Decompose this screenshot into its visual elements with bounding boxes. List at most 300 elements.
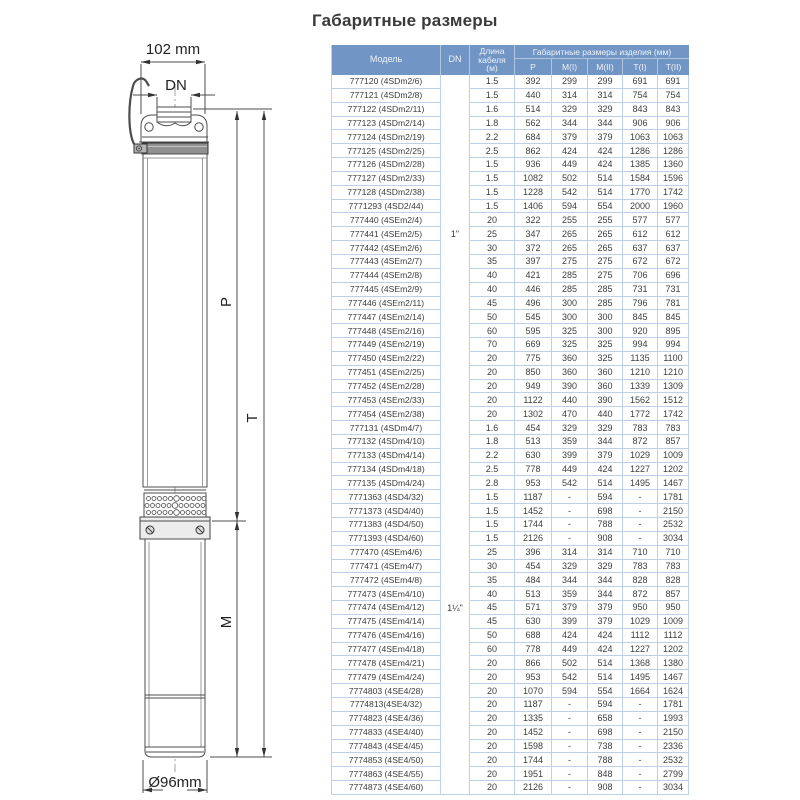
m2-cell: 360: [588, 366, 623, 380]
model-cell: 777135 (4SDm4/24): [331, 476, 441, 490]
model-cell: 7774853 (4SE4/50): [331, 753, 441, 767]
dn-cell: [441, 781, 470, 795]
m2-cell: 698: [588, 504, 623, 518]
t-dimension-label: T: [244, 413, 261, 423]
table-row: [331, 615, 689, 629]
table-row: [331, 504, 689, 518]
t2-cell: 857: [658, 435, 689, 449]
cable-length-cell: 2.2: [470, 449, 515, 463]
table-row: [331, 753, 689, 767]
t2-cell: 1100: [658, 352, 689, 366]
m2-cell: 314: [588, 89, 623, 103]
cable-length-cell: 1.5: [470, 200, 515, 214]
m1-cell: 285: [552, 283, 588, 297]
m2-cell: 594: [588, 490, 623, 504]
p-cell: 862: [515, 144, 552, 158]
dn-cell: [441, 338, 470, 352]
t2-cell: 1596: [658, 172, 689, 186]
m2-cell: 329: [588, 103, 623, 117]
dn-cell: [441, 490, 470, 504]
dn-cell: [441, 89, 470, 103]
model-cell: 777443 (4SEm2/7): [331, 255, 441, 269]
t1-cell: 1385: [623, 158, 658, 172]
table-row: [331, 352, 689, 366]
cable-length-cell: 40: [470, 587, 515, 601]
t2-cell: 2150: [658, 726, 689, 740]
dn-cell: [441, 407, 470, 421]
t1-cell: -: [623, 726, 658, 740]
m2-cell: 299: [588, 75, 623, 89]
t1-cell: 828: [623, 573, 658, 587]
cable-length-cell: 60: [470, 643, 515, 657]
cable-length-cell: 2.8: [470, 476, 515, 490]
m2-cell: 424: [588, 629, 623, 643]
t1-cell: 1029: [623, 449, 658, 463]
model-cell: 777122 (4SDm2/11): [331, 103, 441, 117]
cable-length-cell: 1.6: [470, 103, 515, 117]
t1-cell: 754: [623, 89, 658, 103]
model-cell: 777475 (4SEm4/14): [331, 615, 441, 629]
dn-cell: [441, 670, 470, 684]
t1-cell: -: [623, 518, 658, 532]
p-cell: 1406: [515, 200, 552, 214]
m2-cell: 424: [588, 643, 623, 657]
p-cell: 630: [515, 615, 552, 629]
model-cell: 777126 (4SDm2/28): [331, 158, 441, 172]
t2-cell: 1063: [658, 130, 689, 144]
cable-length-cell: 1.5: [470, 518, 515, 532]
dn-cell: [441, 255, 470, 269]
t1-cell: 612: [623, 227, 658, 241]
m1-cell: 379: [552, 130, 588, 144]
model-cell: 777125 (4SDm2/25): [331, 144, 441, 158]
m1-cell: 542: [552, 476, 588, 490]
table-row: [331, 324, 689, 338]
dn-cell: [441, 463, 470, 477]
t2-cell: 781: [658, 297, 689, 311]
t2-cell: 710: [658, 546, 689, 560]
p-cell: 936: [515, 158, 552, 172]
t1-cell: 906: [623, 117, 658, 131]
p-cell: 454: [515, 421, 552, 435]
m1-cell: -: [552, 740, 588, 754]
t2-cell: 1742: [658, 186, 689, 200]
m2-cell: 325: [588, 352, 623, 366]
cable-length-cell: 20: [470, 740, 515, 754]
t1-cell: 1135: [623, 352, 658, 366]
m1-cell: 542: [552, 186, 588, 200]
table-row: [331, 297, 689, 311]
t1-cell: 845: [623, 310, 658, 324]
m2-cell: 424: [588, 144, 623, 158]
m2-cell: 314: [588, 546, 623, 560]
cable-length-cell: 1.6: [470, 421, 515, 435]
m1-cell: -: [552, 712, 588, 726]
t1-cell: 843: [623, 103, 658, 117]
m1-cell: -: [552, 781, 588, 795]
m1-cell: 359: [552, 435, 588, 449]
m1-cell: 329: [552, 560, 588, 574]
table-row: [331, 144, 689, 158]
m2-cell: 379: [588, 130, 623, 144]
dn-cell: [441, 629, 470, 643]
table-row: [331, 476, 689, 490]
cable-length-cell: 25: [470, 227, 515, 241]
cable-length-cell: 35: [470, 573, 515, 587]
p-cell: 775: [515, 352, 552, 366]
t1-cell: 1770: [623, 186, 658, 200]
dn-cell: [441, 753, 470, 767]
t1-cell: 950: [623, 601, 658, 615]
t2-cell: 2532: [658, 753, 689, 767]
dn-cell: [441, 352, 470, 366]
m1-cell: -: [552, 767, 588, 781]
dn-cell: [441, 241, 470, 255]
cable-length-cell: 1.5: [470, 504, 515, 518]
model-cell: 777134 (4SDm4/18): [331, 463, 441, 477]
p-cell: 688: [515, 629, 552, 643]
p-cell: 669: [515, 338, 552, 352]
cable-length-cell: 1.5: [470, 75, 515, 89]
dn-cell: [441, 573, 470, 587]
p-cell: 545: [515, 310, 552, 324]
p-cell: 396: [515, 546, 552, 560]
dn-cell: [441, 504, 470, 518]
m2-cell: 658: [588, 712, 623, 726]
dn-cell: [441, 200, 470, 214]
m1-cell: 300: [552, 310, 588, 324]
header-cable-length: Длина кабеля (м): [470, 45, 515, 75]
cable-length-cell: 20: [470, 698, 515, 712]
m2-cell: 390: [588, 393, 623, 407]
p-cell: 421: [515, 269, 552, 283]
model-cell: 777476 (4SEm4/16): [331, 629, 441, 643]
model-cell: 777131 (4SDm4/7): [331, 421, 441, 435]
t1-cell: 1664: [623, 684, 658, 698]
table-row: [331, 310, 689, 324]
header-p: P: [515, 59, 552, 75]
cable-length-cell: 60: [470, 324, 515, 338]
table-row: [331, 407, 689, 421]
dn-cell: [441, 380, 470, 394]
m1-cell: 449: [552, 158, 588, 172]
cable-length-cell: 20: [470, 380, 515, 394]
table-row: [331, 712, 689, 726]
model-cell: 7774823 (4SE4/36): [331, 712, 441, 726]
t2-cell: 577: [658, 213, 689, 227]
t2-cell: 612: [658, 227, 689, 241]
t2-cell: 994: [658, 338, 689, 352]
t1-cell: 1339: [623, 380, 658, 394]
model-cell: 777442 (4SEm2/6): [331, 241, 441, 255]
m1-cell: 424: [552, 629, 588, 643]
m1-cell: -: [552, 532, 588, 546]
dn-cell: [441, 310, 470, 324]
m2-cell: 275: [588, 269, 623, 283]
p-cell: 1335: [515, 712, 552, 726]
m1-cell: 470: [552, 407, 588, 421]
m1-cell: 300: [552, 297, 588, 311]
width-dimension-label: 102 mm: [145, 41, 201, 58]
t2-cell: 2336: [658, 740, 689, 754]
t2-cell: 1781: [658, 698, 689, 712]
table-row: [331, 449, 689, 463]
m2-cell: 265: [588, 241, 623, 255]
model-cell: 777453 (4SEm2/33): [331, 393, 441, 407]
dn-cell: [441, 393, 470, 407]
cable-length-cell: 2.5: [470, 463, 515, 477]
model-cell: 777479 (4SEm4/24): [331, 670, 441, 684]
table-row: [331, 781, 689, 795]
p-cell: 1598: [515, 740, 552, 754]
model-cell: 777446 (4SEm2/11): [331, 297, 441, 311]
table-row: [331, 726, 689, 740]
dn-cell: [441, 144, 470, 158]
cable-length-cell: 20: [470, 781, 515, 795]
cable-length-cell: 1.5: [470, 89, 515, 103]
table-row: [331, 629, 689, 643]
model-cell: 777470 (4SEm4/6): [331, 546, 441, 560]
m2-cell: 379: [588, 615, 623, 629]
table-row: [331, 490, 689, 504]
dn-cell: [441, 643, 470, 657]
p-cell: 496: [515, 297, 552, 311]
model-cell: 7771393 (4SD4/60): [331, 532, 441, 546]
p-cell: 571: [515, 601, 552, 615]
m1-cell: 344: [552, 117, 588, 131]
table-row: [331, 186, 689, 200]
model-cell: 777450 (4SEm2/22): [331, 352, 441, 366]
table-row: [331, 200, 689, 214]
m2-cell: 344: [588, 573, 623, 587]
m1-cell: 399: [552, 615, 588, 629]
table-header: [331, 45, 689, 75]
t1-cell: 710: [623, 546, 658, 560]
p-cell: 595: [515, 324, 552, 338]
t1-cell: 1368: [623, 656, 658, 670]
dn-cell: [441, 656, 470, 670]
cable-length-cell: 1.5: [470, 158, 515, 172]
dn-cell: [441, 546, 470, 560]
t2-cell: 783: [658, 560, 689, 574]
m2-cell: 379: [588, 601, 623, 615]
m2-cell: 514: [588, 476, 623, 490]
dn-cell: [441, 283, 470, 297]
m2-cell: 265: [588, 227, 623, 241]
table-row: [331, 130, 689, 144]
m1-cell: 299: [552, 75, 588, 89]
m2-cell: 594: [588, 698, 623, 712]
t1-cell: 637: [623, 241, 658, 255]
model-cell: 7774863 (4SE4/55): [331, 767, 441, 781]
model-cell: 777471 (4SEm4/7): [331, 560, 441, 574]
dn-cell: [441, 117, 470, 131]
header-t1: T(I): [623, 59, 658, 75]
model-cell: 777440 (4SEm2/4): [331, 213, 441, 227]
p-cell: 1302: [515, 407, 552, 421]
t1-cell: 1112: [623, 629, 658, 643]
m1-cell: 594: [552, 200, 588, 214]
model-cell: 777447 (4SEm2/14): [331, 310, 441, 324]
table-row: [331, 435, 689, 449]
dn-cell: [441, 324, 470, 338]
table-body: [331, 75, 689, 795]
m2-cell: 554: [588, 684, 623, 698]
m1-cell: 424: [552, 144, 588, 158]
model-cell: 777478 (4SEm4/21): [331, 656, 441, 670]
p-cell: 1452: [515, 504, 552, 518]
m1-cell: 275: [552, 255, 588, 269]
diameter-label: Ø96mm: [148, 774, 202, 791]
p-cell: 1452: [515, 726, 552, 740]
t1-cell: 1210: [623, 366, 658, 380]
dn-label: DN: [165, 77, 187, 94]
m1-cell: 265: [552, 227, 588, 241]
dn-cell: [441, 698, 470, 712]
table-row: [331, 103, 689, 117]
table-row: [331, 656, 689, 670]
t2-cell: 828: [658, 573, 689, 587]
m1-cell: 360: [552, 366, 588, 380]
dn-cell: [441, 269, 470, 283]
table-row: [331, 227, 689, 241]
t1-cell: 783: [623, 560, 658, 574]
dn-cell: [441, 518, 470, 532]
dn-cell: [441, 421, 470, 435]
m1-cell: 344: [552, 573, 588, 587]
t1-cell: 1562: [623, 393, 658, 407]
m2-cell: 275: [588, 255, 623, 269]
table-row: [331, 117, 689, 131]
p-cell: 372: [515, 241, 552, 255]
model-cell: 7771383 (4SD4/50): [331, 518, 441, 532]
p-cell: 446: [515, 283, 552, 297]
m2-cell: 698: [588, 726, 623, 740]
t2-cell: 783: [658, 421, 689, 435]
cable-length-cell: 20: [470, 393, 515, 407]
dn-cell: [441, 449, 470, 463]
m2-cell: 440: [588, 407, 623, 421]
model-cell: 777128 (4SDm2/38): [331, 186, 441, 200]
t2-cell: 1286: [658, 144, 689, 158]
m1-cell: 399: [552, 449, 588, 463]
t1-cell: 2000: [623, 200, 658, 214]
p-cell: 392: [515, 75, 552, 89]
t1-cell: -: [623, 504, 658, 518]
t2-cell: 1993: [658, 712, 689, 726]
t2-cell: 2799: [658, 767, 689, 781]
p-cell: 2126: [515, 532, 552, 546]
t2-cell: 1112: [658, 629, 689, 643]
dn-cell: [441, 560, 470, 574]
cable-length-cell: 50: [470, 310, 515, 324]
t1-cell: 731: [623, 283, 658, 297]
t1-cell: 577: [623, 213, 658, 227]
t2-cell: 1202: [658, 463, 689, 477]
cable-length-cell: 35: [470, 255, 515, 269]
m1-cell: 449: [552, 643, 588, 657]
m1-cell: 390: [552, 380, 588, 394]
cable-length-cell: 20: [470, 407, 515, 421]
model-cell: 777127 (4SDm2/33): [331, 172, 441, 186]
p-cell: 1187: [515, 698, 552, 712]
m1-cell: 329: [552, 103, 588, 117]
t2-cell: 1467: [658, 670, 689, 684]
header-dimensions-group: [515, 45, 689, 75]
m2-cell: 788: [588, 518, 623, 532]
m1-cell: -: [552, 698, 588, 712]
model-cell: 7774813(4SE4/32): [331, 698, 441, 712]
cable-length-cell: 20: [470, 767, 515, 781]
t2-cell: 1360: [658, 158, 689, 172]
model-cell: 7774873 (4SE4/60): [331, 781, 441, 795]
m1-cell: 285: [552, 269, 588, 283]
table-row: [331, 338, 689, 352]
table-row: [331, 380, 689, 394]
t2-cell: 696: [658, 269, 689, 283]
header-dn: DN: [441, 45, 470, 75]
cable-length-cell: 50: [470, 629, 515, 643]
pump-dimension-diagram: [115, 30, 290, 800]
cable-length-cell: 45: [470, 297, 515, 311]
dn-cell: [441, 615, 470, 629]
m2-cell: 300: [588, 310, 623, 324]
model-cell: 777445 (4SEm2/9): [331, 283, 441, 297]
model-cell: 7771373 (4SD4/40): [331, 504, 441, 518]
p-cell: 1082: [515, 172, 552, 186]
table-row: [331, 767, 689, 781]
t1-cell: -: [623, 698, 658, 712]
t1-cell: 1495: [623, 476, 658, 490]
dn-cell: [441, 435, 470, 449]
model-cell: 7771293 (4SD2/44): [331, 200, 441, 214]
t1-cell: -: [623, 490, 658, 504]
p-cell: 562: [515, 117, 552, 131]
table-row: [331, 421, 689, 435]
dn-cell: [441, 726, 470, 740]
m2-cell: 285: [588, 283, 623, 297]
model-cell: 777120 (4SDm2/6): [331, 75, 441, 89]
t1-cell: -: [623, 740, 658, 754]
table-row: [331, 684, 689, 698]
t2-cell: 1009: [658, 615, 689, 629]
p-cell: 454: [515, 560, 552, 574]
cable-length-cell: 20: [470, 366, 515, 380]
m2-cell: 325: [588, 338, 623, 352]
t2-cell: 1742: [658, 407, 689, 421]
m1-cell: 359: [552, 587, 588, 601]
t2-cell: 731: [658, 283, 689, 297]
table-row: [331, 158, 689, 172]
t1-cell: -: [623, 712, 658, 726]
p-cell: 2126: [515, 781, 552, 795]
t2-cell: 1202: [658, 643, 689, 657]
m2-cell: 788: [588, 753, 623, 767]
m2-cell: 514: [588, 656, 623, 670]
m2-cell: 344: [588, 435, 623, 449]
cable-length-cell: 20: [470, 712, 515, 726]
m1-cell: -: [552, 518, 588, 532]
m2-cell: 285: [588, 297, 623, 311]
p-cell: 866: [515, 656, 552, 670]
t1-cell: -: [623, 532, 658, 546]
m1-cell: 314: [552, 546, 588, 560]
dn-cell: [441, 213, 470, 227]
m2-cell: 360: [588, 380, 623, 394]
m2-cell: 300: [588, 324, 623, 338]
dn-cell: [441, 532, 470, 546]
model-cell: 777473 (4SEm4/10): [331, 587, 441, 601]
